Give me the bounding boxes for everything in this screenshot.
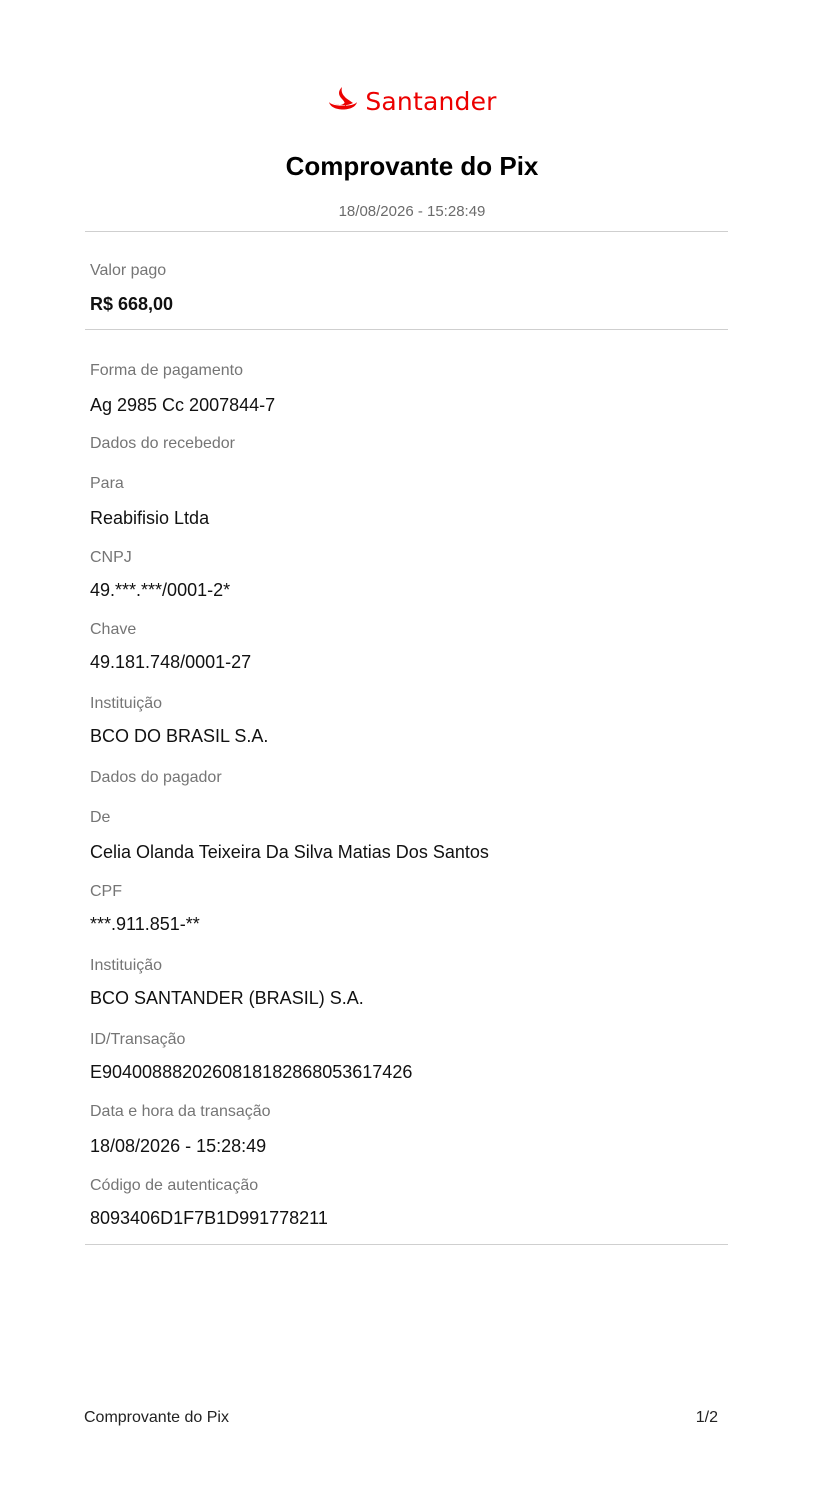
transaction-datetime-label: Data e hora da transação xyxy=(90,1103,271,1120)
receiver-institution-label: Instituição xyxy=(90,695,163,712)
payer-institution-value: BCO SANTANDER (BRASIL) S.A. xyxy=(90,988,364,1008)
payer-section-label: Dados do pagador xyxy=(90,769,222,786)
divider xyxy=(85,329,728,330)
divider xyxy=(85,1244,728,1245)
transaction-datetime-value: 18/08/2026 - 15:28:49 xyxy=(90,1136,267,1156)
transaction-id-value: E90400888202608181828680536174​26 xyxy=(90,1062,413,1082)
receiver-to-label: Para xyxy=(90,475,124,492)
amount-value: R$ 668,00 xyxy=(90,294,174,314)
receiver-institution-value: BCO DO BRASIL S.A. xyxy=(90,726,269,746)
footer-doc-title: Comprovante do Pix xyxy=(84,1409,229,1426)
divider xyxy=(85,231,728,232)
brand-name: Santander xyxy=(365,86,497,116)
receiver-key-value: 49.181.748/0001-27 xyxy=(90,652,252,672)
payer-institution-label: Instituição xyxy=(90,957,163,974)
transaction-id-label: ID/Transação xyxy=(90,1031,186,1048)
payer-cpf-value: ***.911.851-** xyxy=(90,914,200,934)
receiver-section-label: Dados do recebedor xyxy=(90,435,235,452)
santander-flame-icon xyxy=(327,86,359,116)
page-title: Comprovante do Pix xyxy=(285,151,539,181)
receiver-to-value: Reabifisio Ltda xyxy=(90,508,210,528)
receiver-cnpj-value: 49.***.***/0001-2* xyxy=(90,580,231,600)
payment-method-label: Forma de pagamento xyxy=(90,362,243,379)
payer-from-label: De xyxy=(90,809,111,826)
payer-from-value: Celia Olanda Teixeira Da Silva Matias Dos Santos xyxy=(90,842,489,862)
payer-cpf-label: CPF xyxy=(90,883,122,900)
receipt-datetime: 18/08/2026 - 15:28:49 xyxy=(338,203,486,220)
auth-code-value: 8093406D1F7B1D991778211 xyxy=(90,1208,328,1228)
auth-code-label: Código de autenticação xyxy=(90,1177,259,1194)
amount-label: Valor pago xyxy=(90,262,167,279)
brand-logo xyxy=(0,86,824,116)
page-number: 1/2 xyxy=(695,1409,718,1426)
payment-method-value: Ag 2985 Cc 2007844-7 xyxy=(90,395,276,415)
receiver-cnpj-label: CNPJ xyxy=(90,549,132,566)
receiver-key-label: Chave xyxy=(90,621,137,638)
